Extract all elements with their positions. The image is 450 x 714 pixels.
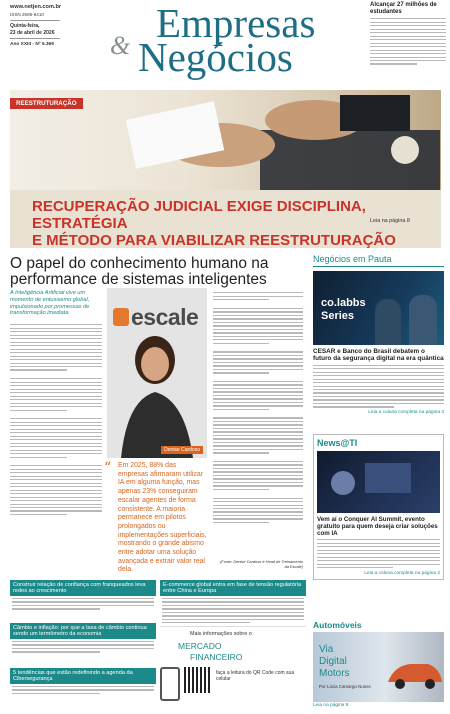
promo-byline: Por Lúcia Camargo Nunes <box>319 684 371 689</box>
main-body-col1 <box>10 322 102 517</box>
main-headline-line2: performance de sistemas inteligentes <box>10 271 267 288</box>
masthead-info <box>10 3 70 48</box>
masthead-logo <box>92 0 354 78</box>
qr-scan-text: faça a leitura do QR Code com sua celular <box>216 670 295 683</box>
site-url[interactable]: www.netjen.com.br <box>10 4 62 10</box>
phone-icon <box>160 667 180 701</box>
bottom-box-3-body <box>10 686 156 694</box>
edition: Ano XXIII - Nº 5.369 <box>10 42 54 47</box>
automoveis-box <box>313 620 444 708</box>
source-note: (Fonte: Denise Cardoso é Head de Treinamento da Escale) <box>220 559 303 569</box>
logo-negocios: Negócios <box>138 34 293 80</box>
masthead-divider <box>10 20 60 21</box>
teaser-text <box>370 18 446 65</box>
automoveis-promo[interactable] <box>313 632 444 702</box>
sidebar-article-headline[interactable]: CESAR e Banco do Brasil debatem o futuro da segurança digital na era quântica <box>313 348 444 363</box>
automoveis-title: Automóveis <box>313 620 362 630</box>
mercado-info: Mais informações sobre o <box>190 631 252 638</box>
teaser-headline[interactable]: Alcançar 27 milhões de estudantes <box>370 2 437 15</box>
issn: ISSN 2595-8410 <box>10 12 44 17</box>
main-headline[interactable] <box>10 256 305 288</box>
bottom-box-2-body <box>10 641 156 653</box>
bottom-box-2-title: Câmbio e inflação: por que a taxa de câmbio continua sendo um termômetro da economia <box>10 623 156 639</box>
hero-tag: REESTRUTURAÇÃO <box>10 98 83 109</box>
logo-ampersand: & <box>110 31 131 60</box>
quote-text: Em 2025, 88% das empresas afirmaram utilizar IA em alguma função, mas apenas 23% conseguiram escalar agentes de forma consistente. A maioria permanece em pilotos prolongados ou implementações superficiais, mostrando o grande abismo entre adotar uma solução avançada e extrair valor real dela. <box>118 462 207 574</box>
date-line2: 23 de abril de 2026 <box>10 29 55 36</box>
top-right-teaser <box>370 2 446 67</box>
escale-logo: escale <box>131 304 199 330</box>
masthead-divider-2 <box>10 38 60 39</box>
promo-motors: Motors <box>319 668 350 679</box>
hero-read-more[interactable]: Leia na página 8 <box>370 218 410 224</box>
news-ti-box <box>313 434 444 580</box>
promo-title-2: Series <box>321 310 355 322</box>
main-photo <box>107 288 207 458</box>
photo-caption: Denise Cardoso <box>161 446 203 454</box>
promo-via: Via <box>319 644 334 655</box>
promo-speaker-left <box>375 299 401 345</box>
news-ti-read-more[interactable]: Leia a coluna completa na página 2 <box>364 570 440 576</box>
bottom-box-2[interactable] <box>10 623 156 655</box>
sidebar-title: Negócios em Pauta <box>313 254 444 267</box>
sidebar-article-body <box>313 365 444 408</box>
portrait-illustration <box>107 288 207 458</box>
car-icon <box>384 652 444 692</box>
news-ti-photo <box>317 451 440 513</box>
hero-headline-line2: E MÉTODO PARA VIABILIZAR REESTRUTURAÇÃO <box>32 232 396 248</box>
news-ti-headline[interactable]: Vem aí o Conquer AI Summit, evento gratuito para quem deseja criar soluções com IA <box>317 516 438 537</box>
pull-quote <box>104 462 208 575</box>
logo-empresas: Empresas <box>156 0 316 46</box>
promo-speaker-right <box>409 295 437 345</box>
ecommerce-box[interactable] <box>160 580 306 708</box>
ecommerce-body <box>160 598 306 624</box>
main-dek: A Inteligência Artificial vive um momento de entusiasmo global, impulsionado por promessas de transformação imediata. <box>10 290 90 317</box>
quote-mark-icon: “ <box>104 460 112 476</box>
main-headline-line1: O papel do conhecimento humano na <box>10 255 269 272</box>
date-line1: Quinta-feira, <box>10 23 40 29</box>
bottom-box-3-title: 5 tendências que estão redefinindo a agenda da Cibersegurança <box>10 668 156 684</box>
hero-headline-line1: RECUPERAÇÃO JUDICIAL EXIGE DISCIPLINA, ESTRATÉGIA <box>32 198 366 232</box>
mercado-line1: MERCADO <box>178 641 222 652</box>
main-body-col3 <box>213 290 303 525</box>
promo-title-1: co.labbs <box>321 297 366 309</box>
mercado-line2: FINANCEIRO <box>190 652 243 663</box>
bottom-box-1-title: Construir relação de confiança com franqueados leva redes ao crescimento <box>10 580 156 596</box>
colabbs-promo[interactable] <box>313 271 444 345</box>
sidebar-negocios <box>313 254 444 415</box>
automoveis-read-more[interactable]: Leia na página 8 <box>313 703 349 708</box>
ecommerce-title: E-commerce global entra em fase de tensão regulatória entre China e Europa <box>160 580 306 596</box>
sidebar-read-more[interactable]: Leia a coluna completa na página 3 <box>368 409 444 415</box>
bottom-box-3[interactable] <box>10 668 156 696</box>
news-ti-title: News@TI <box>317 438 358 448</box>
bottom-box-1[interactable] <box>10 580 156 612</box>
hero-banner[interactable] <box>10 90 441 248</box>
news-ti-body <box>317 539 440 568</box>
qr-code-icon[interactable] <box>184 667 210 693</box>
mercado-promo[interactable] <box>160 626 306 708</box>
promo-digital: Digital <box>319 656 347 667</box>
bottom-box-1-body <box>10 598 156 610</box>
